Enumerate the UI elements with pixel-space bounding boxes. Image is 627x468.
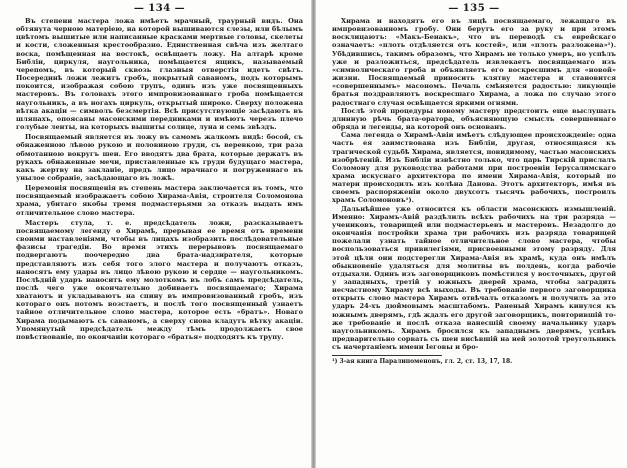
left-page (6, 0, 309, 468)
book-gutter (311, 0, 316, 468)
paragraph: Мастеръ стула, т. е. предсѣдатель ложи, разсказываетъ посвящаемому легенду о Хирамѣ, прерывая ее время отъ времени своими наставленіями, чтобы въ лицахъ изобразить послѣдовательные фазисы трагедіи. Во время этихъ перерывовъ посвящаемаго подвергаютъ поочередно два брата-надзирателя, которые представляютъ изъ себя того злого мастера и получаютъ отказъ, наносятъ ему удары въ лицо лѣвою рукою и сердце — наугольникомъ. Послѣдній ударъ наноситъ ему молоткомъ въ лобъ самъ предсѣдатель, послѣ чего уже окончательно добиваетъ посвящаемаго; Хирама хватаютъ и укладываютъ на спину въ импровизованный гробъ, изъ котораго онъ потомъ возстаетъ, и послѣ того посвященный узнаетъ тайное отличительное слово мастера, которое есть «братъ». Новаго Хирама подымаютъ съ саваномъ, а сверху снова кладутъ вѣтку акаціи. Упомянутый предсѣдатель между тѣмъ продолжаетъ свое повѣствованіе, по окончаніи котораго «братья» подходятъ къ трупу. (16, 218, 303, 341)
paragraph: Въ степени мастера ложа имѣетъ мрачный, траурный видъ. Она обтянута черною матеріею, на которой вышиваются слезы, или бѣлымъ цвѣтомъ вышитые или написанные красками мертвые головы, скелеты и кости, сложенныя крестообразно. Единственная свѣча изъ желтаго воска, помѣщенная на востокѣ, освѣщаетъ ложу. На алтарѣ кроме Библіи, циркуля, наугольника, помѣщается ящикъ, называемый черепомъ, въ который сквозь глазныя отверстія идетъ свѣтъ. Посерединѣ ложи лежитъ гробъ, покрытый саваномъ, подъ которымъ покоится, изображая собою трупъ, одинъ изъ уже посвященныхъ мастеровъ. Въ головахъ этого импровизованнаго гроба помѣщается наугольникъ, а въ ногахъ циркуль, открытый широко. Сверху положена вѣтка акаціи — символъ безсмертія. Всѣ присутствующіе засѣдаютъ въ шляпахъ, опоясаны масонскими передниками и имѣютъ черезъ плечо голубые ленты, на которыхъ вышиты солнце, луна и семь звѣздъ. (16, 17, 303, 132)
paragraph: Хирама и находятъ его въ лицѣ посвящаемаго, лежащаго въ импровизованномъ гробу. Они берутъ его за руку и при этомъ восклицаютъ: «Макъ-Бенакъ», что въ переводѣ съ еврейскаго означаетъ: «плоть отдѣляется отъ костей», или «плоть разложена»¹). Убѣдившись, такимъ образомъ, что Хирамъ не только умеръ, но успѣлъ уже и разложиться, предсѣдатель извлекаетъ посвящаемаго изъ «символическаго гроба и объявляетъ его воскресшимъ для «новой» жизни. Посвящаемый приносить клятву мастера и становится «совершеннымъ» масономъ. Печаль смѣняется радостью: ликующіе братья поздравляютъ воскресшаго Хирама, а ложа по случаю этого радостнаго случая освѣщается яркими огнями. (332, 17, 616, 107)
paragraph: Церемонія посвященія въ степень мастера заключается въ томъ, что посвящаемый изображаетъ собою Хирама-Авія, строителя Соломонова храма, убитаго якобы тремя подмастерьями за отказъ выдать имъ отличительное слово мастера. (16, 184, 303, 217)
footnote-divider (332, 355, 442, 356)
paragraph: Послѣ этой процедуры новому мастеру предстоитъ еще выслушать длинную рѣчь брата-оратора, объясняющую смыслъ совершеннаго обряда и легенды, на которой онъ основанъ. (332, 106, 616, 132)
paragraph: Дальнѣйшее уже относится къ области масонскихъ измышленій. Именно: Хирамъ-Авій раздѣлилъ всѣхъ рабочихъ на три разряда — учениковъ, товарищей или подмастерьевъ и мастеровъ. Незадолго до окончанія постройки храма три рабочихъ изъ разряда товарищей пожелали узнать тайное отличительное слово мастера, чтобы воспользоваться привилегіями, присвоенными этому разряду. Для этой цѣли они подстерегли Хирама-Авія въ храмѣ, куда онъ имѣлъ обыкновеніе удаляться для молитвы въ полдень, когда рабочіе отдыхали. Одинъ изъ заговорщиковъ помѣстился у восточныхъ, другой у западныхъ, третій у южныхъ дверей храма, чтобы заградить несчастному Хираму всѣ выходы. Въ требованіе первого заговорщика открыть слово мастера Хирамъ отвѣчалъ отказомъ и получилъ за это ударъ 24-хъ дюймовымъ масштабомъ. Раненый Хирамъ кинулся къ южнымъ дверямъ, гдѣ ждалъ его другой заговорщикъ, повторившій то-же требованіе и послѣ отказа нанесшій своему начальнику ударъ наугольникомъ. Хирамъ бросился къ западнымъ дверямъ, успѣвъ предварительно сорвать съ шеи висѣвшій на ней золотой треугольникъ съ начертаніемъ имени Іеговы и бро- (332, 204, 616, 352)
page-number: — 135 — (448, 3, 500, 14)
page-number: — 134 — (133, 3, 186, 14)
paragraph: Сама легенда о Хирамѣ-Авіи имѣетъ слѣдующее происхожденіе: одна часть ея заимствована изъ Библіи, другая, относящаяся къ трагической судьбѣ Хирама, является, повидимому, частью масонскихъ изобрѣтеній. Изъ Библіи извѣстно только, что царь Тирскій прислалъ Соломону для руководства работами при построеніи Іерусалимскаго храма искуснаго архитектора по имени Хирама-Авія, который по матери происходилъ изъ колѣна Данова. Этотъ архитекторъ, имѣя въ своемъ распоряженіи около двухсотъ тысячъ рабочихъ, построилъ храмъ Соломоновъ¹). (332, 131, 616, 205)
footnote: ¹) 3-ая книга Паралипоменонъ, гл. 2, ст. 13, 17, 18. (332, 358, 513, 366)
paragraph: Посвящаемый является въ ложу въ самомъ жалкомъ видѣ: босой, съ обнаженною лѣвою рукою и половиною груди, съ веревкою, три раза обмотанною вокругъ шеи. Его вводятъ два брата, которые держатъ въ рукахъ обнаженные мечи, приставленные къ груди будущаго мастера, какъ жертву на закланіе, предъ лицо мрачнаго и погруженнаго въ унылое собраніе, засѣдающаго въ ложѣ. (16, 133, 303, 182)
right-page (320, 0, 622, 468)
